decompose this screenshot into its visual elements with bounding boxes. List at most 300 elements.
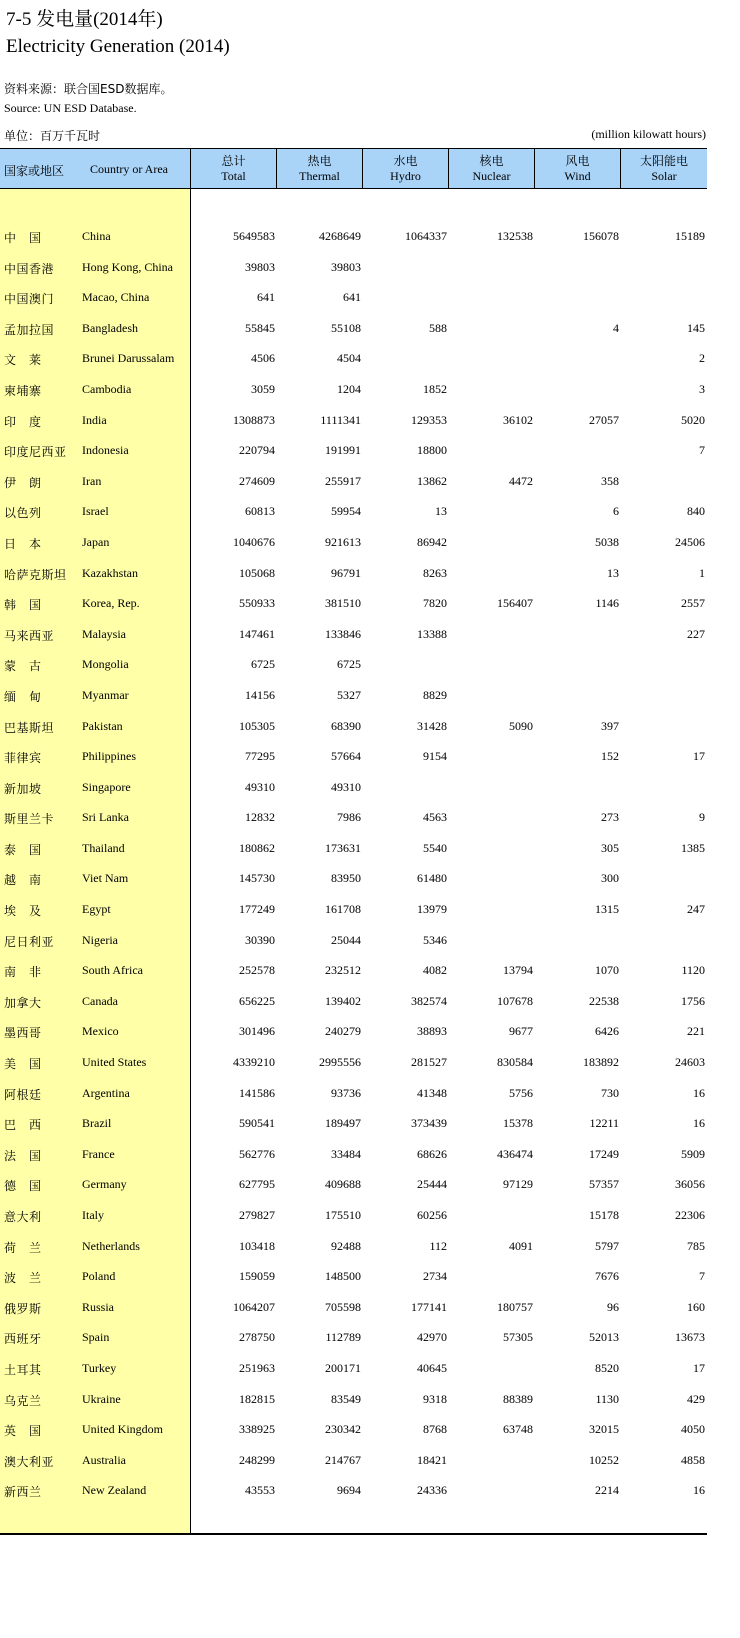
cell-thermal: 83950 [331, 871, 361, 886]
country-name-en: Viet Nam [82, 871, 129, 886]
table-row [0, 954, 707, 985]
cell-total: 3059 [251, 381, 275, 396]
cell-total: 60813 [245, 504, 275, 519]
cell-solar: 9 [699, 810, 705, 825]
country-name-cn: 越 南 [4, 873, 42, 888]
cell-wind: 13 [607, 565, 619, 580]
cell-hydro: 13 [435, 504, 447, 519]
cell-nuclear: 132538 [497, 229, 533, 243]
cell-thermal: 4268649 [319, 229, 361, 243]
cell-wind: 96 [607, 1299, 619, 1314]
cell-solar: 5020 [681, 412, 705, 427]
header-thermal-en: Thermal [299, 168, 340, 183]
cell-wind: 32015 [589, 1422, 619, 1437]
cell-thermal: 191991 [325, 443, 361, 458]
cell-solar: 16 [693, 1483, 705, 1498]
country-name-en: Pakistan [82, 718, 123, 733]
cell-solar: 840 [687, 504, 705, 519]
country-name-en: China [82, 229, 111, 243]
country-name-cn: 以色列 [4, 506, 42, 521]
cell-hydro: 38893 [417, 1024, 447, 1039]
table-row [0, 710, 707, 741]
cell-thermal: 139402 [325, 993, 361, 1008]
table-row [0, 618, 707, 649]
cell-hydro: 382574 [411, 993, 447, 1008]
country-name-cn: 中国香港 [4, 261, 55, 276]
country-name-cn: 蒙 古 [4, 659, 42, 674]
cell-solar: 24603 [675, 1055, 705, 1070]
cell-total: 12832 [245, 810, 275, 825]
table-row [0, 1352, 707, 1383]
country-name-en: Iran [82, 473, 102, 488]
cell-total: 4506 [251, 351, 275, 366]
cell-thermal: 1111341 [320, 412, 361, 427]
cell-total: 562776 [239, 1146, 275, 1161]
cell-hydro: 60256 [417, 1208, 447, 1222]
cell-total: 141586 [239, 1085, 275, 1100]
cell-thermal: 161708 [325, 902, 361, 917]
country-name-cn: 土耳其 [4, 1362, 42, 1377]
header-nuclear [449, 149, 535, 188]
cell-solar: 247 [687, 902, 705, 917]
country-name-en: Brunei Darussalam [82, 351, 175, 366]
table-row [0, 1015, 707, 1046]
country-name-cn: 哈萨克斯坦 [4, 567, 67, 582]
table-row [0, 526, 707, 557]
cell-total: 103418 [239, 1238, 275, 1253]
cell-nuclear: 156407 [497, 596, 533, 611]
cell-thermal: 4504 [337, 351, 361, 366]
country-name-en: Canada [82, 993, 118, 1008]
cell-wind: 273 [601, 810, 619, 825]
cell-hydro: 86942 [417, 534, 447, 549]
cell-wind: 15178 [589, 1208, 619, 1222]
header-area [0, 149, 191, 188]
cell-total: 5649583 [233, 229, 275, 243]
cell-nuclear: 57305 [503, 1330, 533, 1345]
cell-thermal: 230342 [325, 1422, 361, 1437]
country-name-cn: 韩 国 [4, 598, 42, 613]
country-name-en: Bangladesh [82, 320, 138, 335]
cell-solar: 160 [687, 1299, 705, 1314]
table-row [0, 1413, 707, 1444]
table-row [0, 342, 707, 373]
country-name-cn: 意大利 [4, 1210, 42, 1224]
country-name-cn: 马来西亚 [4, 628, 55, 643]
country-name-cn: 巴 西 [4, 1118, 42, 1133]
cell-hydro: 68626 [417, 1146, 447, 1161]
cell-solar: 5909 [681, 1146, 705, 1161]
cell-solar: 16 [693, 1085, 705, 1100]
country-name-en: South Africa [82, 963, 143, 978]
page-title-cn: 7-5 发电量(2014年) [6, 9, 163, 30]
header-nuclear-cn: 核电 [479, 153, 504, 168]
table-row [0, 1168, 707, 1199]
country-name-cn: 印 度 [4, 414, 42, 429]
table-body [0, 220, 707, 1505]
header-solar-cn: 太阳能电 [639, 153, 688, 168]
cell-hydro: 24336 [417, 1483, 447, 1498]
cell-thermal: 240279 [325, 1024, 361, 1039]
cell-thermal: 232512 [325, 963, 361, 978]
cell-thermal: 921613 [325, 534, 361, 549]
table-row [0, 1260, 707, 1291]
header-hydro [363, 149, 449, 188]
cell-hydro: 1852 [423, 381, 447, 396]
cell-wind: 27057 [589, 412, 619, 427]
country-name-en: Egypt [82, 902, 111, 917]
country-name-cn: 荷 兰 [4, 1240, 42, 1255]
cell-solar: 16 [693, 1116, 705, 1131]
cell-wind: 22538 [589, 993, 619, 1008]
country-name-en: Argentina [82, 1085, 130, 1100]
cell-thermal: 175510 [325, 1208, 361, 1222]
country-name-en: Indonesia [82, 443, 129, 458]
cell-total: 39803 [245, 259, 275, 274]
table-row [0, 373, 707, 404]
cell-total: 641 [257, 290, 275, 305]
country-name-cn: 伊 朗 [4, 475, 42, 490]
cell-wind: 1315 [595, 902, 619, 917]
table-row [0, 832, 707, 863]
header-wind [535, 149, 621, 188]
cell-hydro: 18800 [417, 443, 447, 458]
country-name-cn: 菲律宾 [4, 751, 42, 766]
table-row [0, 495, 707, 526]
country-name-en: Ukraine [82, 1391, 121, 1406]
header-hydro-en: Hydro [390, 168, 421, 183]
country-name-cn: 美 国 [4, 1057, 42, 1072]
table-row [0, 924, 707, 955]
unit-note-cn: 单位：百万千瓦时 [4, 129, 101, 143]
country-name-en: Kazakhstan [82, 565, 138, 580]
cell-solar: 17 [693, 1360, 705, 1375]
cell-hydro: 40645 [417, 1360, 447, 1375]
cell-hydro: 5346 [423, 932, 447, 947]
cell-thermal: 96791 [331, 565, 361, 580]
table-row [0, 1046, 707, 1077]
country-name-en: Spain [82, 1330, 110, 1345]
cell-thermal: 68390 [331, 718, 361, 733]
country-name-en: Germany [82, 1177, 127, 1192]
cell-solar: 2557 [681, 596, 705, 611]
header-total [191, 149, 277, 188]
cell-total: 182815 [239, 1391, 275, 1406]
country-name-en: Nigeria [82, 932, 118, 947]
cell-thermal: 7986 [337, 810, 361, 825]
cell-solar: 429 [687, 1391, 705, 1406]
cell-thermal: 705598 [325, 1299, 361, 1314]
cell-thermal: 59954 [331, 504, 361, 519]
page-title-en: Electricity Generation (2014) [6, 36, 230, 57]
table-row [0, 1383, 707, 1414]
table-row [0, 740, 707, 771]
header-area-en: Country or Area [90, 162, 168, 176]
cell-thermal: 2995556 [319, 1055, 361, 1070]
cell-solar: 22306 [675, 1208, 705, 1222]
country-name-cn: 日 本 [4, 536, 42, 551]
table-row [0, 1199, 707, 1230]
cell-total: 279827 [239, 1208, 275, 1222]
country-name-en: United States [82, 1055, 147, 1070]
cell-solar: 36056 [675, 1177, 705, 1192]
header-total-cn: 总计 [221, 153, 246, 168]
cell-wind: 57357 [589, 1177, 619, 1192]
country-name-cn: 德 国 [4, 1179, 42, 1194]
cell-thermal: 133846 [325, 626, 361, 641]
country-name-cn: 孟加拉国 [4, 322, 55, 337]
cell-thermal: 255917 [325, 473, 361, 488]
cell-thermal: 25044 [331, 932, 361, 947]
cell-total: 252578 [239, 963, 275, 978]
cell-thermal: 189497 [325, 1116, 361, 1131]
cell-hydro: 129353 [411, 412, 447, 427]
cell-total: 220794 [239, 443, 275, 458]
cell-hydro: 8829 [423, 687, 447, 702]
header-total-en: Total [221, 168, 246, 183]
cell-nuclear: 97129 [503, 1177, 533, 1192]
cell-total: 1308873 [233, 412, 275, 427]
cell-solar: 221 [687, 1024, 705, 1039]
cell-nuclear: 13794 [503, 963, 533, 978]
country-name-en: Macao, China [82, 290, 150, 305]
table-row [0, 434, 707, 465]
table-row [0, 801, 707, 832]
table-row [0, 862, 707, 893]
cell-solar: 785 [687, 1238, 705, 1253]
cell-wind: 1070 [595, 963, 619, 978]
cell-total: 4339210 [233, 1055, 275, 1070]
cell-hydro: 25444 [417, 1177, 447, 1192]
cell-thermal: 83549 [331, 1391, 361, 1406]
country-name-cn: 印度尼西亚 [4, 445, 67, 460]
cell-wind: 17249 [589, 1146, 619, 1161]
table-row [0, 1138, 707, 1169]
cell-solar: 17 [693, 749, 705, 764]
unit-note-en: (million kilowatt hours) [591, 127, 706, 141]
country-name-en: Singapore [82, 779, 131, 794]
country-name-en: Thailand [82, 840, 125, 855]
cell-wind: 4 [613, 320, 619, 335]
cell-solar: 24506 [675, 534, 705, 549]
table-row [0, 312, 707, 343]
cell-wind: 1130 [595, 1391, 619, 1406]
cell-wind: 10252 [589, 1452, 619, 1467]
cell-nuclear: 5756 [509, 1085, 533, 1100]
cell-hydro: 281527 [411, 1055, 447, 1070]
country-name-cn: 墨西哥 [4, 1026, 42, 1041]
cell-thermal: 33484 [331, 1146, 361, 1161]
cell-solar: 4858 [681, 1452, 705, 1467]
country-name-en: Brazil [82, 1116, 112, 1131]
cell-thermal: 93736 [331, 1085, 361, 1100]
cell-thermal: 641 [343, 290, 361, 305]
table-row [0, 281, 707, 312]
country-name-cn: 澳大利亚 [4, 1454, 55, 1469]
cell-thermal: 381510 [325, 596, 361, 611]
table-row [0, 1444, 707, 1475]
cell-nuclear: 180757 [497, 1299, 533, 1314]
table-row [0, 648, 707, 679]
cell-total: 180862 [239, 840, 275, 855]
cell-hydro: 13979 [417, 902, 447, 917]
header-hydro-cn: 水电 [393, 153, 418, 168]
cell-total: 49310 [245, 779, 275, 794]
cell-total: 248299 [239, 1452, 275, 1467]
cell-nuclear: 436474 [497, 1146, 533, 1161]
cell-total: 105305 [239, 718, 275, 733]
country-name-en: Russia [82, 1299, 115, 1314]
cell-thermal: 148500 [325, 1269, 361, 1284]
cell-hydro: 31428 [417, 718, 447, 733]
cell-hydro: 61480 [417, 871, 447, 886]
cell-nuclear: 9677 [509, 1024, 533, 1039]
cell-hydro: 373439 [411, 1116, 447, 1131]
table-row [0, 679, 707, 710]
country-name-cn: 新加坡 [4, 781, 42, 796]
cell-thermal: 92488 [331, 1238, 361, 1253]
cell-wind: 305 [601, 840, 619, 855]
table-row [0, 557, 707, 588]
cell-nuclear: 36102 [503, 412, 533, 427]
country-name-cn: 加拿大 [4, 995, 42, 1010]
cell-solar: 145 [687, 320, 705, 335]
country-name-en: France [82, 1146, 115, 1161]
country-name-cn: 南 非 [4, 965, 42, 980]
cell-total: 550933 [239, 596, 275, 611]
table-row [0, 893, 707, 924]
cell-wind: 6426 [595, 1024, 619, 1039]
cell-thermal: 112789 [325, 1330, 361, 1345]
cell-nuclear: 63748 [503, 1422, 533, 1437]
cell-thermal: 173631 [325, 840, 361, 855]
source-note-en: Source: UN ESD Database. [4, 101, 137, 115]
country-name-en: Hong Kong, China [82, 259, 173, 274]
cell-total: 43553 [245, 1483, 275, 1498]
cell-total: 105068 [239, 565, 275, 580]
table-row [0, 985, 707, 1016]
cell-hydro: 9318 [423, 1391, 447, 1406]
table-row [0, 771, 707, 802]
country-name-en: Philippines [82, 749, 137, 764]
cell-solar: 7 [699, 443, 705, 458]
cell-wind: 5797 [595, 1238, 619, 1253]
table-header [0, 149, 707, 189]
cell-total: 1040676 [233, 534, 275, 549]
country-name-en: Sri Lanka [82, 810, 129, 825]
country-name-en: Italy [82, 1208, 104, 1222]
country-name-en: Mongolia [82, 657, 129, 672]
cell-hydro: 2734 [423, 1269, 447, 1284]
country-name-en: Japan [82, 534, 110, 549]
country-name-en: Australia [82, 1452, 126, 1467]
country-name-en: United Kingdom [82, 1422, 163, 1437]
cell-total: 77295 [245, 749, 275, 764]
cell-total: 30390 [245, 932, 275, 947]
header-solar-en: Solar [651, 168, 677, 183]
cell-total: 177249 [239, 902, 275, 917]
cell-nuclear: 4472 [509, 473, 533, 488]
country-name-en: New Zealand [82, 1483, 147, 1498]
table-row [0, 1291, 707, 1322]
country-name-cn: 乌克兰 [4, 1393, 42, 1408]
cell-solar: 15189 [675, 229, 705, 243]
data-table [0, 148, 707, 1535]
cell-hydro: 4563 [423, 810, 447, 825]
cell-wind: 52013 [589, 1330, 619, 1345]
cell-solar: 7 [699, 1269, 705, 1284]
country-name-cn: 西班牙 [4, 1332, 42, 1347]
cell-wind: 6 [613, 504, 619, 519]
country-name-en: Turkey [82, 1360, 117, 1375]
cell-solar: 1756 [681, 993, 705, 1008]
table-row [0, 1107, 707, 1138]
cell-nuclear: 830584 [497, 1055, 533, 1070]
country-name-cn: 波 兰 [4, 1271, 42, 1286]
country-name-cn: 英 国 [4, 1424, 42, 1439]
country-name-en: India [82, 412, 107, 427]
cell-thermal: 214767 [325, 1452, 361, 1467]
cell-hydro: 112 [429, 1238, 447, 1253]
table-row [0, 1077, 707, 1108]
country-name-en: Netherlands [82, 1238, 140, 1253]
cell-hydro: 18421 [417, 1452, 447, 1467]
country-name-cn: 文 莱 [4, 353, 42, 368]
cell-wind: 12211 [589, 1116, 619, 1131]
cell-solar: 1120 [681, 963, 705, 978]
country-name-cn: 泰 国 [4, 842, 42, 857]
cell-wind: 730 [601, 1085, 619, 1100]
cell-total: 274609 [239, 473, 275, 488]
country-name-en: Myanmar [82, 687, 129, 702]
country-name-cn: 柬埔寨 [4, 383, 42, 398]
cell-nuclear: 4091 [509, 1238, 533, 1253]
header-wind-cn: 风电 [565, 153, 590, 168]
cell-wind: 397 [601, 718, 619, 733]
table-row [0, 1321, 707, 1352]
cell-total: 627795 [239, 1177, 275, 1192]
cell-wind: 152 [601, 749, 619, 764]
cell-solar: 2 [699, 351, 705, 366]
cell-hydro: 1064337 [405, 229, 447, 243]
cell-total: 159059 [239, 1269, 275, 1284]
country-name-cn: 俄罗斯 [4, 1301, 42, 1316]
cell-total: 656225 [239, 993, 275, 1008]
cell-hydro: 42970 [417, 1330, 447, 1345]
cell-wind: 7676 [595, 1269, 619, 1284]
cell-total: 14156 [245, 687, 275, 702]
table-row [0, 587, 707, 618]
country-name-cn: 中 国 [4, 231, 42, 245]
cell-thermal: 55108 [331, 320, 361, 335]
cell-thermal: 1204 [337, 381, 361, 396]
cell-wind: 183892 [583, 1055, 619, 1070]
cell-solar: 4050 [681, 1422, 705, 1437]
country-name-en: Mexico [82, 1024, 119, 1039]
cell-total: 1064207 [233, 1299, 275, 1314]
cell-nuclear: 5090 [509, 718, 533, 733]
country-name-en: Malaysia [82, 626, 126, 641]
cell-total: 251963 [239, 1360, 275, 1375]
table-row [0, 220, 707, 251]
cell-total: 278750 [239, 1330, 275, 1345]
cell-solar: 3 [699, 381, 705, 396]
cell-nuclear: 107678 [497, 993, 533, 1008]
table-row [0, 1474, 707, 1505]
cell-total: 338925 [239, 1422, 275, 1437]
country-name-en: Poland [82, 1269, 116, 1284]
cell-hydro: 5540 [423, 840, 447, 855]
